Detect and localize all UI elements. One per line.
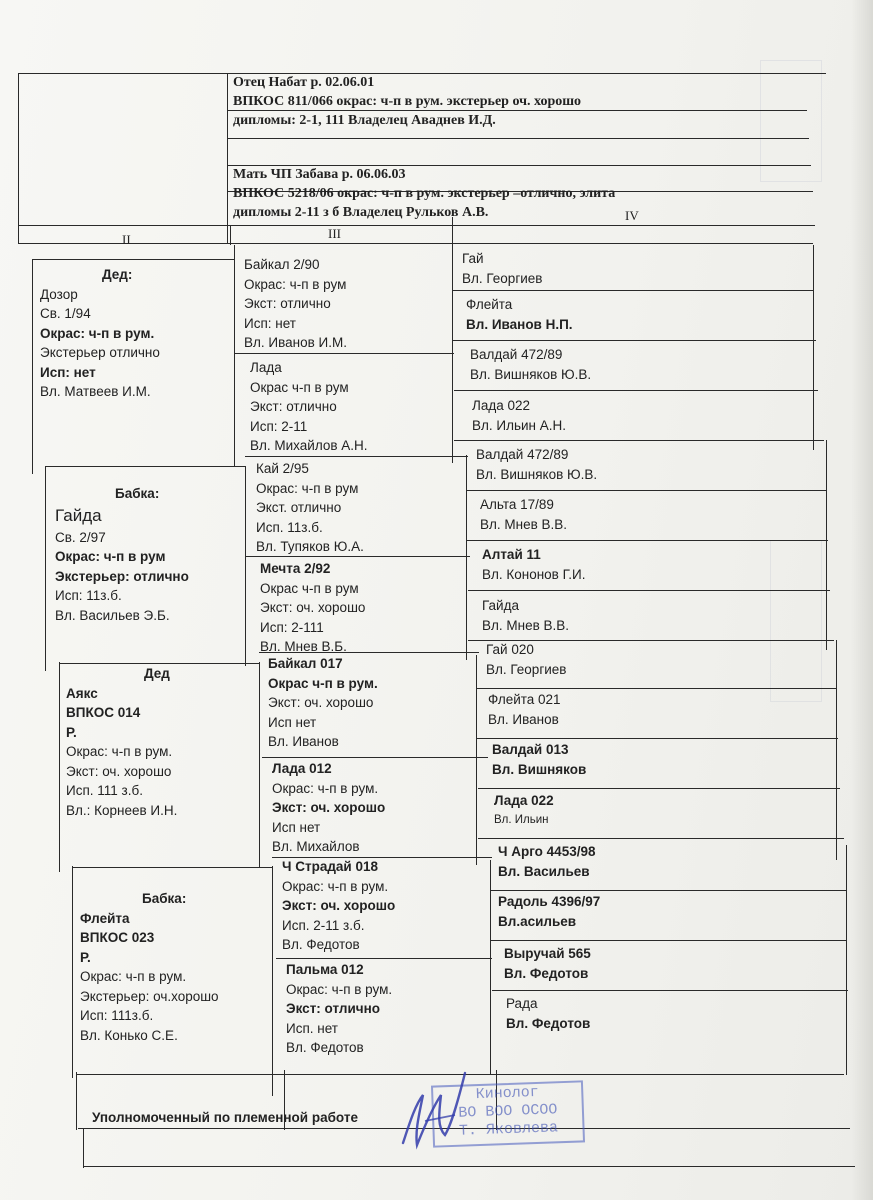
mother-line-1: Мать ЧП Забава р. 06.06.03	[233, 167, 406, 182]
gen3-entry: Байкал 2/90 Окрас: ч-п в рум Экст: отлично Исп: нет Вл. Иванов И.М.	[244, 257, 347, 350]
granddam-maternal: Бабка: Флейта ВПКОС 023 Р. Окрас: ч-п в рум. Экстерьер: оч.хорошо Исп: 111з.б. Вл. Конько С.Е.	[80, 891, 219, 1043]
gen4-entry: Радоль 4396/97 Вл.асильев	[498, 894, 601, 929]
gen4-entry: Лада 022 Вл. Ильин	[494, 793, 554, 826]
mother-line-3: дипломы 2-11 з б Владелец Рульков А.В.	[233, 205, 489, 220]
granddam-paternal: Бабка: Гайда Св. 2/97 Окрас: ч-п в рум Экстерьер: отлично Исп: 11з.б. Вл. Васильев Э.Б.	[55, 486, 189, 623]
gen3-entry: Байкал 017 Окрас ч-п в рум. Экст: оч. хорошо Исп нет Вл. Иванов	[268, 656, 378, 749]
authorized-person-label: Уполномоченный по племенной работе	[92, 1110, 358, 1125]
column-header-ii: II	[122, 232, 131, 247]
column-header-iii: III	[328, 226, 341, 241]
gen4-entry: Флейта 021 Вл. Иванов	[488, 692, 561, 727]
gen3-entry: Пальма 012 Окрас: ч-п в рум. Экст: отлично Исп. нет Вл. Федотов	[286, 962, 393, 1055]
column-header-iv: IV	[625, 208, 639, 223]
gen4-entry: Ч Арго 4453/98 Вл. Васильев	[498, 844, 596, 879]
gen4-entry: Лада 022 Вл. Ильин А.Н.	[472, 398, 566, 433]
father-line-3: дипломы: 2-1, 111 Владелец Аваднев И.Д.	[233, 113, 496, 128]
gen3-entry: Лада 012 Окрас: ч-п в рум. Экст: оч. хорошо Исп нет Вл. Михайлов	[272, 761, 386, 854]
signature	[395, 1065, 475, 1155]
breeder-stamp: Кинолог ВО ВОО ОСОО Т. Яковлева	[431, 1080, 585, 1147]
gen4-entry: Валдай 472/89 Вл. Вишняков Ю.В.	[470, 347, 592, 382]
gen4-entry: Валдай 013 Вл. Вишняков	[492, 742, 587, 777]
show-through-stamp	[760, 60, 822, 182]
gen4-entry: Гайда Вл. Мнев В.В.	[482, 598, 570, 633]
gen4-entry: Альта 17/89 Вл. Мнев В.В.	[480, 497, 568, 532]
father-line-2: ВПКОС 811/066 окрас: ч-п в рум. экстерьер оч. хорошо	[233, 94, 582, 109]
gen4-entry: Флейта Вл. Иванов Н.П.	[466, 297, 573, 332]
gen4-entry: Выручай 565 Вл. Федотов	[504, 946, 591, 981]
gen4-entry: Валдай 472/89 Вл. Вишняков Ю.В.	[476, 447, 598, 482]
show-through-stamp	[770, 540, 822, 702]
gen3-entry: Лада Окрас ч-п в рум Экст: отлично Исп: 2-11 Вл. Михайлов А.Н.	[250, 360, 368, 453]
gen3-entry: Мечта 2/92 Окрас ч-п в рум Экст: оч. хорошо Исп: 2-111 Вл. Мнев В.Б.	[260, 561, 366, 654]
gen2-title: Дед:	[102, 267, 133, 282]
gen4-entry: Гай 020 Вл. Георгиев	[486, 642, 567, 677]
gen3-entry: Кай 2/95 Окрас: ч-п в рум Экст. отлично Исп. 11з.б. Вл. Тупяков Ю.А.	[256, 461, 364, 554]
grandsire-paternal: Дед: Дозор Св. 1/94 Окрас: ч-п в рум. Экстерьер отлично Исп: нет Вл. Матвеев И.М.	[40, 267, 160, 399]
father-line-1: Отец Набат р. 02.06.01	[233, 75, 375, 90]
gen4-entry: Алтай 11 Вл. Кононов Г.И.	[482, 547, 586, 582]
gen4-entry: Рада Вл. Федотов	[506, 996, 591, 1031]
grandsire-maternal: Дед Аякс ВПКОС 014 Р. Окрас: ч-п в рум. Экст: оч. хорошо Исп. 111 з.б. Вл.: Корнеев И.Н.	[66, 666, 178, 818]
mother-line-2: ВПКОС 5218/06 окрас: ч-п в рум. экстерьер –отлично, элита	[233, 186, 616, 201]
gen4-entry: Гай Вл. Георгиев	[462, 251, 543, 286]
gen3-entry: Ч Страдай 018 Окрас: ч-п в рум. Экст: оч. хорошо Исп. 2-11 з.б. Вл. Федотов	[282, 859, 396, 952]
